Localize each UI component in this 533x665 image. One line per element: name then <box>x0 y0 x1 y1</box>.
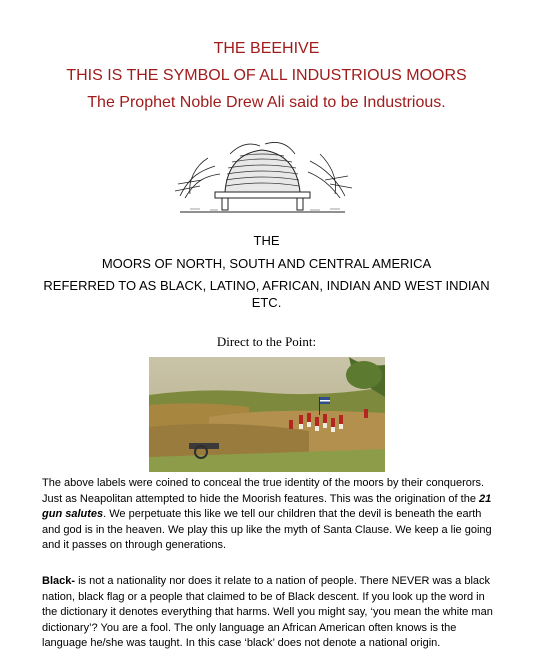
paragraph-labels <box>42 476 497 554</box>
paragraph-labels-text-after: . We perpetuate this like we tell our children that the devil is beneath the earth and god is in the heaven. We play this up like the myth of Santa Clause. We keep a lie going and it passes on through generations. <box>42 508 492 552</box>
heading-referred: REFERRED TO AS BLACK, LATINO, AFRICAN, INDIAN AND WEST INDIAN ETC. <box>43 278 490 310</box>
cannon-battlefield-photo <box>149 357 385 472</box>
black-lead-term: Black- <box>42 575 76 587</box>
gun-salutes-emphasis: 21 gun salutes <box>42 492 492 521</box>
direct-to-the-point: Direct to the Point: <box>216 334 317 349</box>
heading-the: THE <box>253 233 280 248</box>
title-symbol: THIS IS THE SYMBOL OF ALL INDUSTRIOUS MOORS <box>66 67 467 84</box>
beehive-illustration <box>170 136 355 216</box>
paragraph-labels-text-before: The above labels were coined to conceal the true identity of the moors by their conquerors. Just as Neapolitan attempted to hide the Moorish features. This was the origination of the <box>42 477 485 505</box>
title-prophet: The Prophet Noble Drew Ali said to be Industrious. <box>87 94 446 111</box>
paragraph-black <box>42 574 497 652</box>
title-beehive: THE BEEHIVE <box>213 40 320 57</box>
paragraph-black-body: is not a nationality nor does it relate to a nation of people. There NEVER was a black nation, black flag or a people that claimed to be of Black descent. If you look up the word in the dictionary it denotes everything that harms. Well you might say, ‘you mean the white man dictionary’? You are a fool. The only language an African American often knows is the language he/she was taught. In this case ‘black’ does not denote a national origin. <box>42 575 493 650</box>
heading-moors: MOORS OF NORTH, SOUTH AND CENTRAL AMERICA <box>101 256 432 271</box>
